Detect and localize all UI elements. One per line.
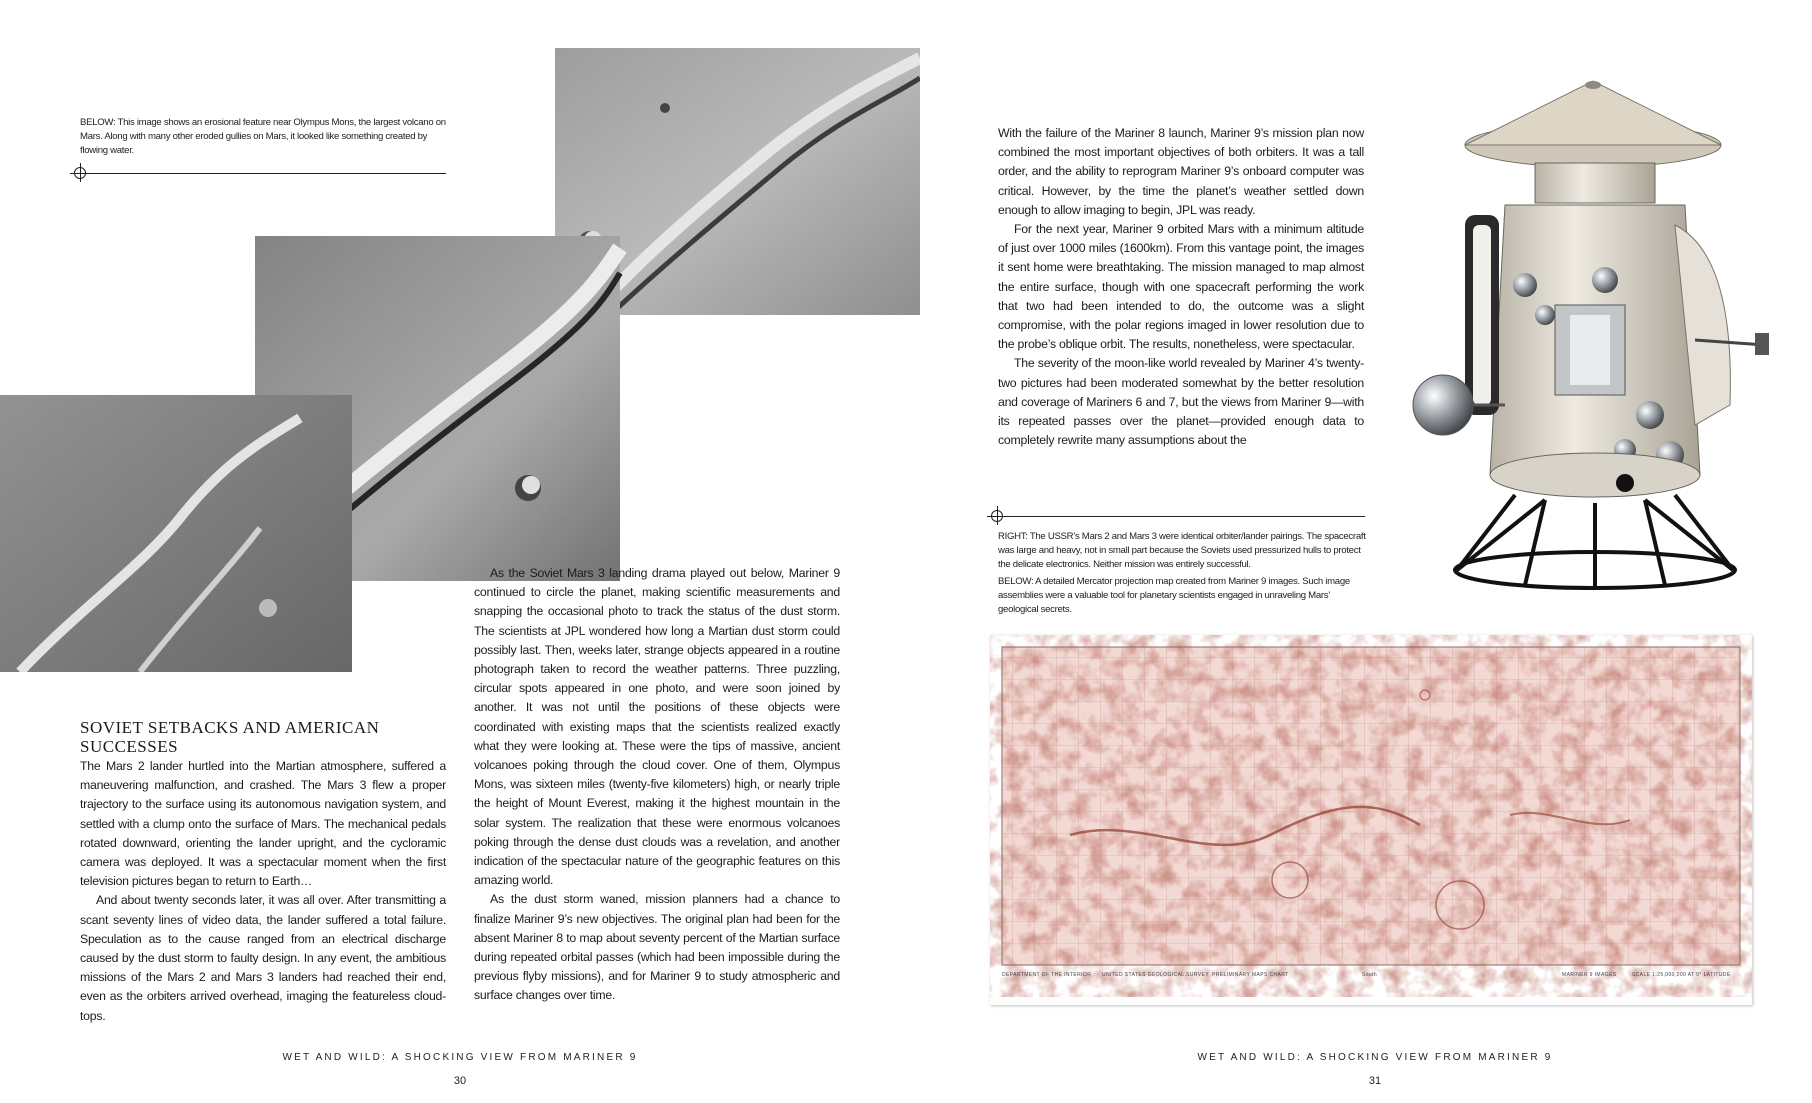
aeroshell-cone bbox=[1465, 81, 1721, 167]
left-column-2 bbox=[474, 564, 840, 1006]
section-heading: SOVIET SETBACKS AND AMERICAN SUCCESSES bbox=[80, 718, 380, 756]
map-label: PRELIMINARY MAPS CHART bbox=[1212, 972, 1289, 978]
page-number-right: 31 bbox=[1368, 1075, 1382, 1087]
paragraph: And about twenty seconds later, it was all over. After transmitting a scant seventy lines of video data, the lander suffered a total failure. Speculation as to the cause ranged from an electrical discharge caused by the dust storm to faulty design. In any event, the ambitious missions of the Mars 2 and Mars 3 landers had reached their end, even as the orbiters arrived overhead, imaging the featureless cloud-tops. bbox=[80, 893, 446, 1023]
running-footer-left: WET AND WILD: A SHOCKING VIEW FROM MARINER 9 bbox=[282, 1052, 638, 1063]
paragraph: The Mars 2 lander hurtled into the Martian atmosphere, suffered a maneuvering malfunction, and crashed. The Mars 3 flew a proper trajectory to the surface using its autonomous navigation system, and settled with a clump onto the surface of Mars. The mechanical pedals rotated downward, orienting the lander upright, and the cycloramic camera was deployed. It was a spectacular moment when the first television pictures began to return to Earth… bbox=[80, 759, 446, 889]
left-column-1 bbox=[80, 757, 446, 1026]
mars-3-spacecraft-photo bbox=[1395, 75, 1795, 595]
mercator-map-graphic bbox=[990, 635, 1752, 1005]
paragraph: As the Soviet Mars 3 landing drama played out below, Mariner 9 continued to circle the planet, making scientific measurements and snapping the occasional photo to track the status of the dust storm. The scientists at JPL wondered how long a Martian dust storm could possibly last. Then, weeks later, strange objects appeared in a routine photograph taken to record the weather patterns. Three puzzling, circular spots appeared in one photo, and were soon joined by another. It was not until the positions of these objects were coordinated with existing maps that the scientists realized exactly what they were looking at. These were the tips of massive, ancient volcanoes poking through the cloud cover. One of them, Olympus Mons, was sixteen miles (twenty-five kilometers) high, or nearly triple the height of Mount Everest, making it the highest mountain in the solar system. The realization that these were enormous volcanoes poking through the dense dust clouds was a revelation, and another indication of the spectacular nature of the geographic features on this amazing world. bbox=[474, 566, 840, 888]
caption-rule bbox=[1003, 516, 1365, 517]
right-column bbox=[998, 124, 1364, 450]
map-label: SCALE 1:25,000,000 AT 0° LATITUDE bbox=[1632, 972, 1731, 978]
running-footer-right: WET AND WILD: A SHOCKING VIEW FROM MARINER 9 bbox=[1197, 1052, 1553, 1063]
map-label: UNITED STATES GEOLOGICAL SURVEY bbox=[1102, 972, 1209, 978]
spacecraft-body bbox=[1413, 163, 1769, 497]
map-label: South bbox=[1362, 972, 1378, 978]
paragraph: For the next year, Mariner 9 orbited Mars with a minimum altitude of just over 1000 miles (1600km). From this vantage point, the images it sent home were breathtaking. The mission managed to map almost the entire surface, though with one spacecraft performing the work that two had been intended to do, the outcome was a slight compromise, with the polar regions imaged in lower resolution due to the probe’s oblique orbit. The results, nonetheless, were spectacular. bbox=[998, 222, 1364, 352]
paragraph: With the failure of the Mariner 8 launch, Mariner 9’s mission plan now combined the most important objectives of both orbiters. It was a tall order, and the ability to reprogram Mariner 9’s onboard computer was critical. However, by the time the planet’s weather settled down enough to allow imaging to begin, JPL was ready. bbox=[998, 126, 1364, 217]
photo-caption-spacecraft-map: RIGHT: The USSR’s Mars 2 and Mars 3 were identical orbiter/lander pairings. The spacecraft was large and heavy, not in small part because the Soviets used pressurized hulls to protect the delicate electronics. Neither mission was entirely successful. BELOW: A detailed Mercator projection map created from Mariner 9 images. Such image assemblies were a valuable tool for planetary scientists engaged in unraveling Mars’ geological secrets. bbox=[998, 531, 1366, 615]
mercator-map bbox=[990, 635, 1752, 1005]
mosaic-frame-left bbox=[0, 395, 352, 672]
paragraph: As the dust storm waned, mission planners had a chance to finalize Mariner 9’s new objectives. The original plan had been for the absent Mariner 8 to map about seventy percent of the Martian surface during repeated orbital passes (which had been impossible during the previous flyby missions), and for Mariner 9 to study atmospheric and surface changes over time. bbox=[474, 892, 840, 1003]
map-label: DEPARTMENT OF THE INTERIOR bbox=[1002, 972, 1092, 978]
caption-target-marker-icon bbox=[991, 510, 1003, 522]
map-footer-row bbox=[1002, 972, 1740, 984]
map-label: MARINER 9 IMAGES bbox=[1562, 972, 1617, 978]
landing-frame bbox=[1455, 495, 1735, 588]
photo-caption-olympus: BELOW: This image shows an erosional feature near Olympus Mons, the largest volcano on Mars. Along with many other eroded gullies on Mars, it looked like something created by flowing water. bbox=[80, 117, 446, 156]
paragraph: The severity of the moon-like world revealed by Mariner 4’s twenty-two pictures had been moderated somewhat by the better resolution and coverage of Mariners 6 and 7, but the views from Mariner 9—with its repeated passes over the planet—provided enough data to completely rewrite many assumptions about the bbox=[998, 356, 1364, 448]
page-number-left: 30 bbox=[453, 1075, 467, 1087]
